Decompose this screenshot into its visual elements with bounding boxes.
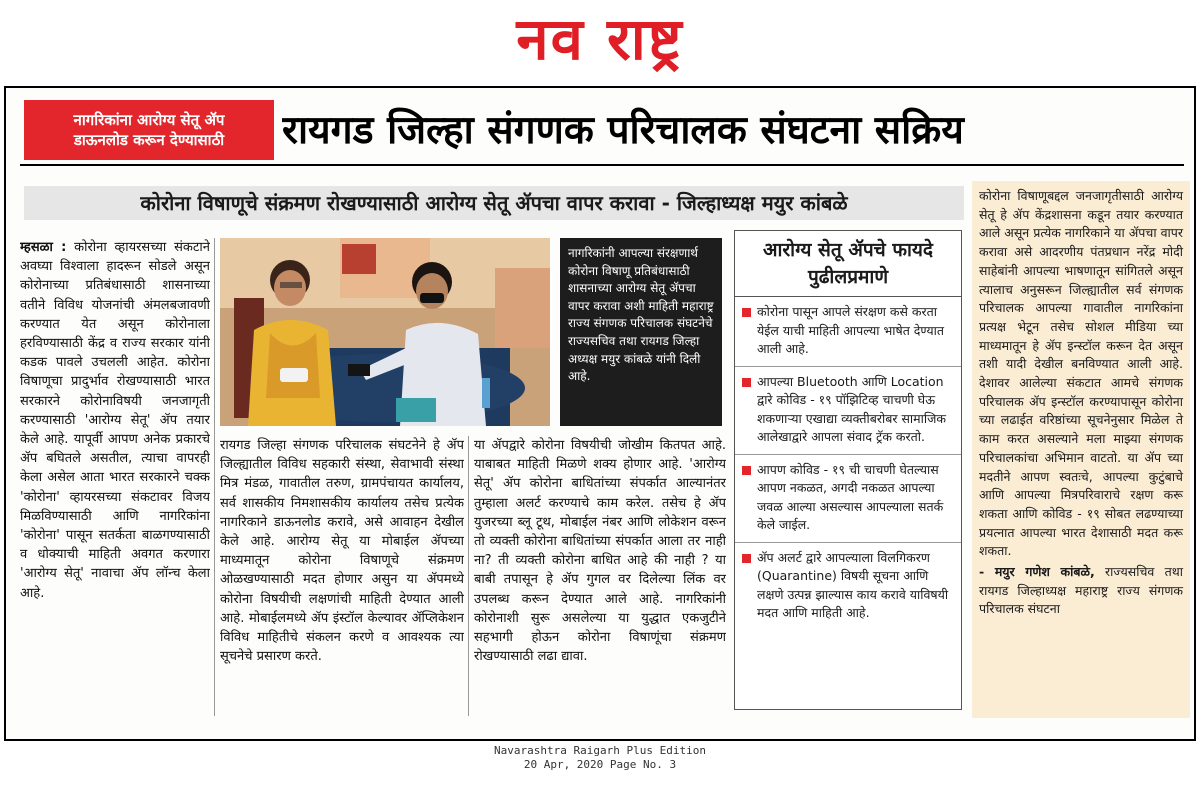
bullet-square-icon <box>742 378 751 387</box>
sidebar-text: कोरोना विषाणूबद्दल जनजागृतीसाठी आरोग्य सेतू हे ॲप केंद्रशासना कडून तयार करण्यात आले असून प्रत्येक नागरिकाने या ॲपचा वापर करावा असे आदरणीय पंतप्रधान नरेंद्र मोदी साहेबांनी आपल्या भाषणातून सांगितले असून त्यालाच अनुसरून जिल्ह्यातील सर्व संगणक परिचालक आपल्या गावातील नागरिकांना प्रत्यक्ष भेटून तसेच सोशल मीडिया च्या माध्यमातून हे ॲप इन्स्टॉल करून देत असून तशी यादी देखील बनविण्यात आली आहे. देशावर आलेल्या संकटात आमचे संगणक परिचालक ॲप इन्स्टॉल करण्यापासून कोरोना च्या लढाईत वरिष्ठांच्या सूचनेनुसार मिळेल ते काम करत असल्याने मला माझ्या संगणक परिचालकांचा अभिमान वाटतो. या ॲप च्या मदतीने आपण स्वतःचे, आपल्या कुटुंबाचे आणि आपल्या मित्रपरिवाराचे रक्षण करू शकता आणि कोविड - १९ सोबत लढण्याच्या प्रयत्नात आपल्या भारत देशासाठी मदत करू शकता. <box>979 188 1183 559</box>
bullet-square-icon <box>742 554 751 563</box>
article-column-2: रायगड जिल्हा संगणक परिचालक संघटनेने हे ॲप जिल्ह्यातील विविध सहकारी संस्था, सेवाभावी संस्था मित्र मंडळ, गावातील तरुण, ग्रामपंचायत कार्यालय, सर्व शासकीय निमशासकीय कार्यालय तसेच प्रत्येक नागरिकाने डाऊनलोड करावे, असे आवाहन देखील केले आहे. आरोग्य सेतू या मोबाईल ॲपच्या माध्यमातून कोरोना विषाणूचे संक्रमण ओळखण्यासाठी मदत होणार असुन या ॲपमध्ये कोरोना विषयीची लक्षणांची माहिती देण्यात आली आहे. मोबाईलमध्ये ॲप इंस्टॉल केल्यावर ॲप्लिकेशन विविध माहितीचे संकलन करणे व आवश्यक त्या सूचनेचे प्रसारण करते. <box>220 438 464 665</box>
subheadline: कोरोना विषाणूचे संक्रमण रोखण्यासाठी आरोग्य सेतू ॲपचा वापर करावा - जिल्हाध्यक्ष मयुर कांबळे <box>24 186 964 220</box>
edition-name: Navarashtra Raigarh Plus Edition <box>494 744 706 757</box>
benefits-box <box>734 230 962 710</box>
benefit-item: कोरोना पासून आपले संरक्षण कसे करता येईल याची माहिती आपल्या भाषेत देण्यात आली आहे. <box>735 297 961 367</box>
kicker-line-2: डाऊनलोड करून देण्यासाठी <box>73 131 225 149</box>
column-divider <box>468 436 469 716</box>
headline-rule <box>20 164 1184 166</box>
headline: रायगड जिल्हा संगणक परिचालक संघटना सक्रिय <box>282 108 964 153</box>
kicker-box <box>24 100 274 160</box>
quote-box: नागरिकांनी आपल्या संरक्षणार्थ कोरोना विषाणू प्रतिबंधासाठी शासनाच्या आरोग्य सेतू ॲपचा वापर करावा अशी माहिती महाराष्ट्र राज्य संगणक परिचालक संघटनेचे राज्यसचिव तथा रायगड जिल्हा अध्यक्ष मयुर कांबळे यांनी दिली आहे. <box>560 238 722 426</box>
kicker-line-1: नागरिकांना आरोग्य सेतू ॲप <box>73 110 225 129</box>
column-divider <box>214 238 215 716</box>
newspaper-logo: नव राष्ट्र <box>516 5 684 73</box>
bullet-square-icon <box>742 308 751 317</box>
signature-name: - मयुर गणेश कांबळे, <box>979 564 1095 580</box>
dateline: म्हसळा : <box>20 240 67 255</box>
news-clipping <box>4 86 1196 741</box>
news-photo <box>220 238 550 426</box>
benefits-title: आरोग्य सेतू ॲपचे फायदे पुढीलप्रमाणे <box>735 231 961 297</box>
benefit-item: आपण कोविड - १९ ची चाचणी घेतल्यास आपण नकळत, अगदी नकळत आपल्या जवळ आल्या असल्यास आपल्याला सतर्क केले जाईल. <box>735 455 961 543</box>
masthead <box>0 0 1200 78</box>
benefit-item: आपल्या Bluetooth आणि Location द्वारे कोविड - १९ पॉझिटिव्ह चाचणी घेऊ शकणाऱ्या एखाद्या व्यक्तीबरोबर सामाजिक आलेखाद्वारे आपला संवाद ट्रॅक करतो. <box>735 367 961 455</box>
signature-title: राज्यसचिव तथा रायगड जिल्हाध्यक्ष महाराष्ट्र राज्य संगणक परिचालक संघटना <box>979 564 1183 617</box>
sidebar-statement <box>972 181 1190 718</box>
edition-date-page: 20 Apr, 2020 Page No. 3 <box>523 758 677 771</box>
column-1-text: कोरोना व्हायरसच्या संकटाने अवघ्या विश्वाला हादरून सोडले असून कोरोनाच्या प्रतिबंधासाठी शासनाच्या वतीने विविध योजनांची अंमलबजावणी करण्यात येत असून कोरोनाला हरविण्यासाठी केंद्र व राज्य सरकार यांनी कडक पावले उचलली आहेत. कोरोना विषाणूचा प्रादुर्भाव रोखण्यासाठी भारत सरकारने कोरोनाविषयी जनजागृती करण्यासाठी 'आरोग्य सेतू' ॲप तयार केले आहे. यापूर्वी आपण अनेक प्रकारचे ॲप बघितले असतील, त्याचा वापरही केला असेल आता भारत सरकारने चक्क 'कोरोना' व्हायरसच्या संकटावर विजय मिळविण्यासाठी आणि नागरिकांना 'कोरोना' पासून सतर्कता बाळगण्यासाठी व धोक्याची माहिती अवगत करणारा 'आरोग्य सेतू' नावाचा ॲप लॉन्च केला आहे. <box>20 240 210 601</box>
bullet-square-icon <box>742 466 751 475</box>
photo-illustration <box>220 238 550 426</box>
signature <box>979 563 1183 619</box>
benefit-item: ॲप अलर्ट द्वारे आपल्याला विलगिकरण (Quarantine) विषयी सूचना आणि लक्षणे उत्पन्न झाल्यास काय करावे याविषयी मदत आणि माहिती आहे. <box>735 543 961 630</box>
edition-footer <box>0 744 1200 772</box>
article-column-1 <box>20 238 210 713</box>
article-column-3: या ॲपद्वारे कोरोना विषयीची जोखीम कितपत आहे. याबाबत माहिती मिळणे शक्य होणार आहे. 'आरोग्य सेतू' ॲप कोरोना बाधितांच्या संपर्कात आल्यानंतर तुम्हाला अलर्ट करण्याचे काम करेल. तसेच हे ॲप युजरच्या ब्लू टूथ, मोबाईल नंबर आणि लोकेशन वरून तो व्यक्ती कोरोना बाधितांच्या संपर्कात आला तर नाही ना? ती व्यक्ती कोरोना बाधित आहे की नाही ? या बाबी तपासून हे ॲप गुगल वर दिलेल्या लिंक वर उपलब्ध करून देण्यात आले आहे. नागरिकांनी कोरोनाशी सुरू असलेल्या या युद्धात एकजुटीने सहभागी होऊन कोरोना विषाणूंचा संक्रमण रोखण्यासाठी लढा द्यावा. <box>474 438 726 665</box>
